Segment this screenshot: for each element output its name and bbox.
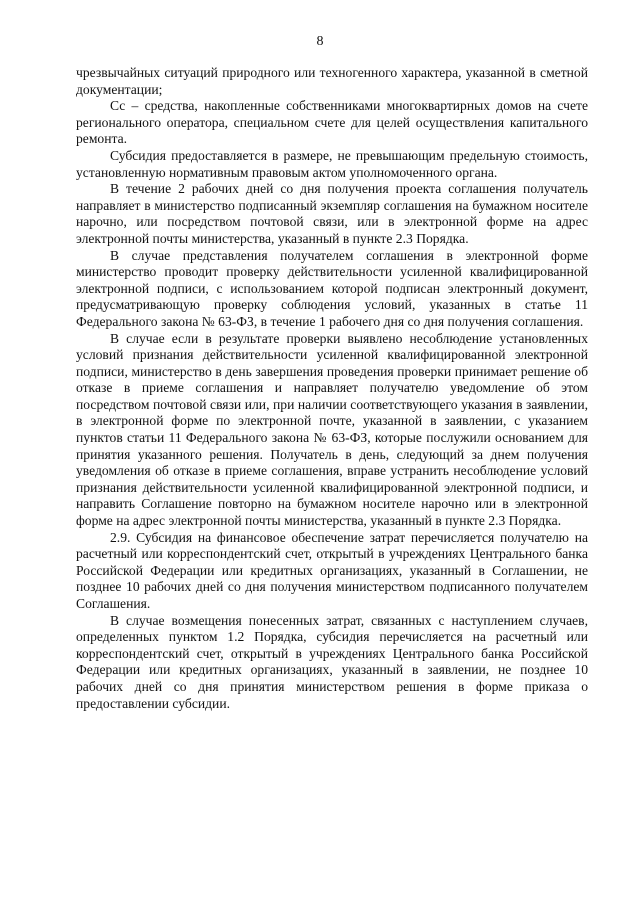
paragraph-2: Сс – средства, накопленные собственниками многоквартирных домов на счете регионального оператора, специальном счете для целей осуществления капитального ремонта. xyxy=(76,98,588,147)
paragraph-5: В случае представления получателем соглашения в электронной форме министерство проводит проверку действительности усиленной квалифицированной электронной подписи, с использованием которой подписан электронный документ, предусматривающую проверку соблюдения условий, указанных в статье 11 Федерального закона № 63-ФЗ, в течение 1 рабочего дня со дня получения соглашения. xyxy=(76,247,588,329)
paragraph-7: 2.9. Субсидия на финансовое обеспечение затрат перечисляется получателю на расчетный или корреспондентский счет, открытый в учреждениях Центрального банка Российской Федерации или кредитных организациях, указанный в Соглашении, не позднее 10 рабочих дней со дня получения министерством подписанного получателем Соглашения. xyxy=(76,529,588,611)
paragraph-8: В случае возмещения понесенных затрат, связанных с наступлением случаев, определенных пунктом 1.2 Порядка, субсидия перечисляется на расчетный или корреспондентский счет, открытый в учреждениях Центрального банка Российской Федерации или кредитных организациях, указанный в заявлении, не позднее 10 рабочих дней со дня принятия министерством решения в форме приказа о предоставлении субсидии. xyxy=(76,612,588,711)
paragraph-6: В случае если в результате проверки выявлено несоблюдение установленных условий признания действительности усиленной квалифицированной электронной подписи, министерство в день завершения проведения проверки принимает решение об отказе в приеме соглашения и направляет получателю уведомление об этом посредством почтовой связи или, при наличии соответствующего указания в заявлении, в электронной форме по электронной почте, указанной в заявлении, с указанием пунктов статьи 11 Федерального закона № 63-ФЗ, которые послужили основанием для принятия указанного решения. Получатель в день, следующий за днем получения уведомления об отказе в приеме соглашения, вправе устранить несоблюдение условий признания действительности усиленной квалифицированной электронной подписи, и направить Соглашение повторно на бумажном носителе нарочно или в электронной форме на адрес электронной почты министерства, указанный в пункте 2.3 Порядка. xyxy=(76,330,588,529)
paragraph-1: чрезвычайных ситуаций природного или техногенного характера, указанной в сметной документации; xyxy=(76,65,588,97)
paragraph-4: В течение 2 рабочих дней со дня получения проекта соглашения получатель направляет в министерство подписанный экземпляр соглашения на бумажном носителе нарочно, или посредством почтовой связи, или в электронной форме на адрес электронной почты министерства, указанный в пункте 2.3 Порядка. xyxy=(76,181,588,246)
page-number: 8 xyxy=(316,34,324,49)
paragraph-3: Субсидия предоставляется в размере, не превышающим предельную стоимость, установленную нормативным правовым актом уполномоченного органа. xyxy=(76,147,588,180)
document-body xyxy=(76,65,588,712)
